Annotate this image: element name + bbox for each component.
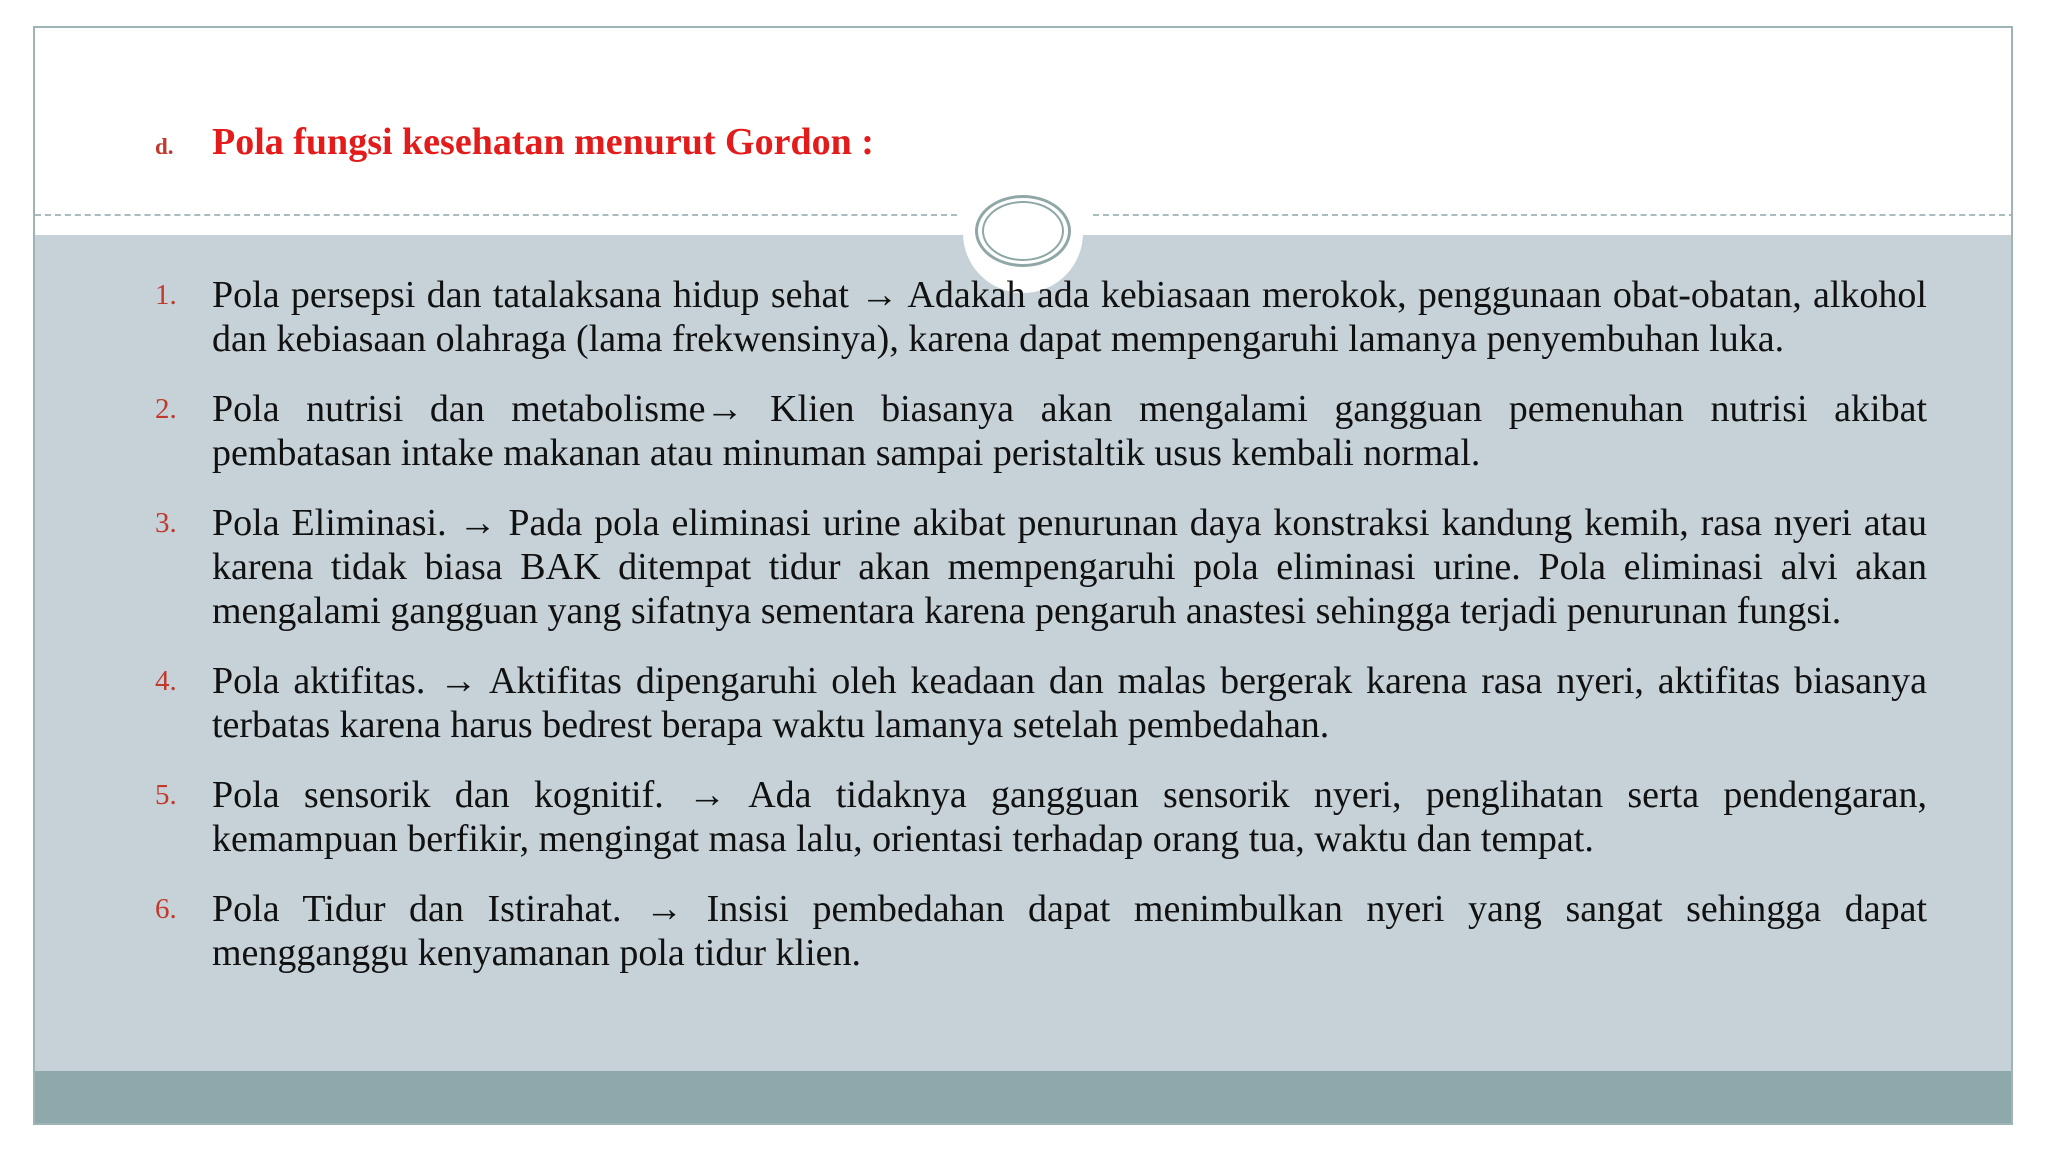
divider-line-right (1093, 214, 2013, 216)
item-text: Pola Eliminasi. → Pada pola eliminasi urine akibat penurunan daya konstraksi kandung kemih, rasa nyeri atau karena tidak biasa BAK ditempat tidur akan mempengaruhi pola eliminasi urine. Pola eliminasi alvi akan mengalami gangguan yang sifatnya sementara karena pengaruh anastesi sehingga terjadi penurunan fungsi. (212, 502, 1927, 632)
item-number: 1. (155, 279, 177, 311)
item-text: Pola sensorik dan kognitif. → Ada tidaknya gangguan sensorik nyeri, penglihatan serta pendengaran, kemampuan berfikir, mengingat masa lalu, orientasi terhadap orang tua, waktu dan tempat. (212, 774, 1927, 860)
list-item (155, 387, 1927, 475)
list-item (155, 773, 1927, 861)
footer-band (35, 1071, 2011, 1123)
slide-title (155, 120, 874, 164)
ring-inner (982, 201, 1064, 261)
slide (33, 26, 2013, 1125)
item-text: Pola persepsi dan tatalaksana hidup sehat → Adakah ada kebiasaan merokok, penggunaan obat-obatan, alkohol dan kebiasaan olahraga (lama frekwensinya), karena dapat mempengaruhi lamanya penyembuhan luka. (212, 274, 1927, 360)
item-number: 2. (155, 393, 177, 425)
list-item (155, 501, 1927, 633)
item-number: 6. (155, 893, 177, 925)
item-number: 3. (155, 507, 177, 539)
item-number: 5. (155, 779, 177, 811)
item-text: Pola Tidur dan Istirahat. → Insisi pembedahan dapat menimbulkan nyeri yang sangat sehingga dapat mengganggu kenyamanan pola tidur klien. (212, 888, 1927, 974)
title-text: Pola fungsi kesehatan menurut Gordon : (212, 121, 874, 163)
item-text: Pola nutrisi dan metabolisme→ Klien biasanya akan mengalami gangguan pemenuhan nutrisi akibat pembatasan intake makanan atau minuman sampai peristaltik usus kembali normal. (212, 388, 1927, 474)
list-item (155, 887, 1927, 975)
list-item (155, 273, 1927, 361)
item-list (155, 273, 1927, 1001)
item-number: 4. (155, 665, 177, 697)
title-marker: d. (155, 134, 174, 159)
item-text: Pola aktifitas. → Aktifitas dipengaruhi oleh keadaan dan malas bergerak karena rasa nyeri, aktifitas biasanya terbatas karena harus bedrest berapa waktu lamanya setelah pembedahan. (212, 660, 1927, 746)
list-item (155, 659, 1927, 747)
divider-line-left (35, 214, 957, 216)
